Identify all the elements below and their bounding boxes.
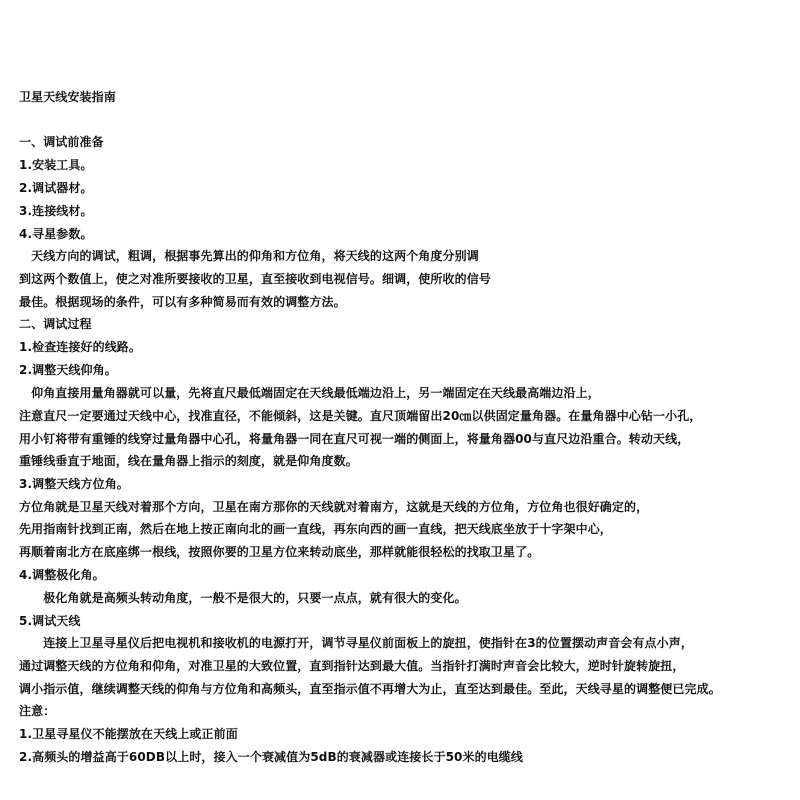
list-item: 1.检查连接好的线路。	[19, 340, 142, 354]
paragraph-line: 最佳。根据现场的条件，可以有多种简易而有效的调整方法。	[19, 295, 346, 309]
list-item: 4.寻星参数。	[19, 227, 93, 241]
paragraph-line: 到这两个数值上，使之对准所要接收的卫星，直至接收到电视信号。细调，使所收的信号	[19, 272, 491, 286]
note-item: 1.卫星寻星仪不能摆放在天线上或正前面	[19, 727, 238, 741]
list-item: 1.安装工具。	[19, 158, 93, 172]
section-heading-preparation: 一、调试前准备	[19, 135, 104, 149]
section-heading-process: 二、调试过程	[19, 317, 92, 331]
paragraph-line: 连接上卫星寻星仪后把电视机和接收机的电源打开，调节寻星仪前面板上的旋扭，使指针在3的位置摆动声音会有点小声，	[19, 636, 693, 650]
list-item: 4.调整极化角。	[19, 568, 105, 582]
list-item: 3.调整天线方位角。	[19, 477, 129, 491]
note-heading: 注意：	[19, 704, 56, 718]
paragraph-line: 调小指示值，继续调整天线的仰角与方位角和高频头，直至指示值不再增大为止，直至达到最佳。至此，天线寻星的调整便已完成。	[19, 682, 721, 696]
paragraph-line: 用小钉将带有重锤的线穿过量角器中心孔，将量角器一同在直尺可视一端的侧面上，将量角器00与直尺边沿重合。转动天线，	[19, 432, 690, 446]
paragraph-line: 先用指南针找到正南，然后在地上按正南向北的画一直线，再东向西的画一直线，把天线底坐放于十字架中心，	[19, 522, 612, 536]
paragraph-line: 通过调整天线的方位角和仰角，对准卫星的大致位置，直到指针达到最大值。当指针打满时声音会比较大，逆时针旋转旋扭，	[19, 659, 685, 673]
paragraph-line: 重锤线垂直于地面，线在量角器上指示的刻度，就是仰角度数。	[19, 454, 358, 468]
document-title: 卫星天线安装指南	[19, 90, 116, 104]
paragraph-line: 方位角就是卫星天线对着那个方向，卫星在南方那你的天线就对着南方，这就是天线的方位角，方位角也很好确定的，	[19, 500, 649, 514]
paragraph-line: 注意直尺一定要通过天线中心，找准直径，不能倾斜，这是关键。直尺顶端留出20㎝以供固定量角器。在量角器中心钻一小孔，	[19, 409, 702, 423]
note-item: 2.高频头的增益高于60DB以上时，接入一个衰减值为5dB的衰减器或连接长于50米的电缆线	[19, 750, 524, 764]
paragraph-line: 极化角就是高频头转动角度，一般不是很大的，只要一点点，就有很大的变化。	[19, 591, 467, 605]
paragraph-line: 仰角直接用量角器就可以量，先将直尺最低端固定在天线最低端边沿上，另一端固定在天线最高端边沿上，	[19, 386, 600, 400]
list-item: 3.连接线材。	[19, 204, 93, 218]
paragraph-line: 再顺着南北方在底座绑一根线，按照你要的卫星方位来转动底坐，那样就能很轻松的找取卫星了。	[19, 545, 540, 559]
list-item: 2.调整天线仰角。	[19, 363, 117, 377]
paragraph-line: 天线方向的调试，粗调，根据事先算出的仰角和方位角，将天线的这两个角度分别调	[19, 249, 479, 263]
list-item: 5.调试天线	[19, 614, 81, 628]
list-item: 2.调试器材。	[19, 181, 93, 195]
